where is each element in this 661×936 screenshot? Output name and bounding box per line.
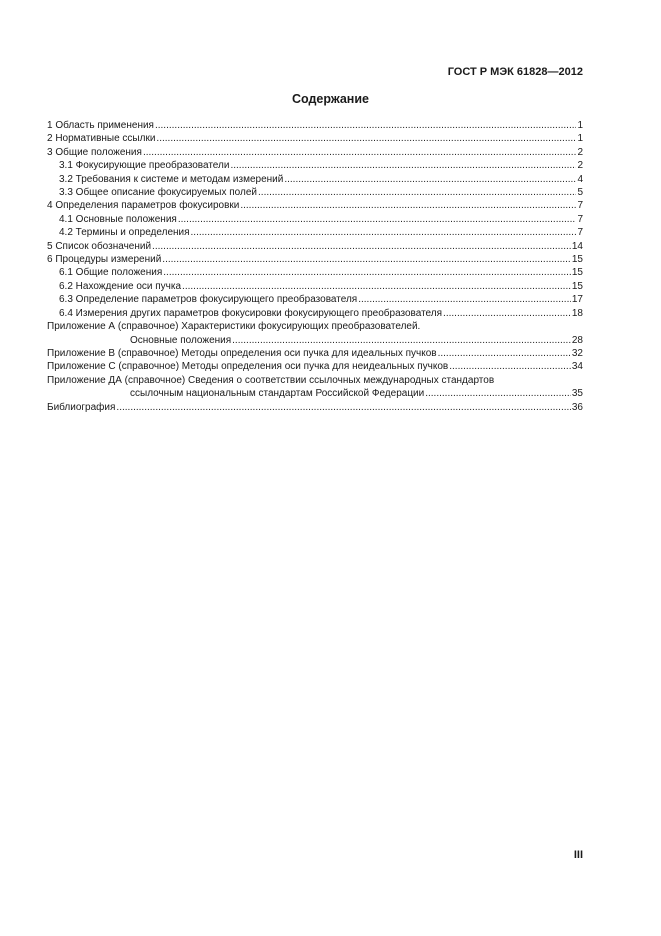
toc-entry-label: Библиография <box>47 401 116 413</box>
document-code: ГОСТ Р МЭК 61828—2012 <box>447 66 583 78</box>
toc-entry[interactable] <box>47 347 583 360</box>
toc-entry-page: 7 <box>577 227 583 239</box>
dot-leader <box>163 266 571 279</box>
dot-leader <box>156 132 576 145</box>
toc-entry[interactable] <box>47 159 583 172</box>
toc-entry-page: 14 <box>571 240 583 252</box>
dot-leader <box>358 293 571 306</box>
toc-entry-label: ссылочным национальным стандартам Российской Федерации <box>130 388 425 400</box>
toc-entry[interactable] <box>47 186 583 199</box>
toc-entry[interactable] <box>47 240 583 253</box>
toc-entry[interactable] <box>47 173 583 186</box>
dot-leader <box>191 226 577 239</box>
toc-entry-annex-da[interactable] <box>47 374 583 401</box>
toc-entry-page: 1 <box>577 133 583 145</box>
toc-entry[interactable] <box>47 360 583 373</box>
page-number: III <box>573 849 583 861</box>
toc-entry-page: 15 <box>571 280 583 292</box>
toc-entry-label: Приложение ДА (справочное) Сведения о соответствии ссылочных международных стандартов <box>47 374 495 386</box>
toc-entry-label: 3 Общие положения <box>47 146 142 158</box>
toc-entry[interactable] <box>47 307 583 320</box>
toc-title: Содержание <box>291 92 369 106</box>
toc-entry-label: 3.2 Требования к системе и методам измерений <box>59 173 284 185</box>
dot-leader <box>155 119 576 132</box>
toc-entry-label: Приложение В (справочное) Методы определения оси пучка для идеальных пучков <box>47 347 437 359</box>
toc-entry-label: 6.3 Определение параметров фокусирующего преобразователя <box>59 294 358 306</box>
toc-entry-label: Основные положения <box>130 334 232 346</box>
toc-entry-page: 2 <box>577 146 583 158</box>
toc-entry-label: 6.2 Нахождение оси пучка <box>59 280 182 292</box>
toc-entry[interactable] <box>47 119 583 132</box>
toc-entry-page: 18 <box>571 307 583 319</box>
toc-entry-label: 1 Область применения <box>47 120 154 131</box>
dot-leader <box>152 240 571 253</box>
toc-entry-page: 15 <box>571 254 583 266</box>
toc-entry-label: 6 Процедуры измерений <box>47 254 162 266</box>
toc-entry-label: 6.1 Общие положения <box>59 267 163 279</box>
toc-entry-page: 15 <box>571 267 583 279</box>
toc-entry-page: 7 <box>577 200 583 212</box>
dot-leader <box>438 347 571 360</box>
dot-leader <box>443 307 571 320</box>
toc-entry-page: 28 <box>571 334 583 346</box>
toc-entry[interactable] <box>47 293 583 306</box>
dot-leader <box>143 146 577 159</box>
toc-entry[interactable] <box>47 146 583 159</box>
toc-entry-label: 4.2 Термины и определения <box>59 227 190 239</box>
dot-leader <box>178 213 577 226</box>
dot-leader <box>230 159 576 172</box>
dot-leader <box>182 280 571 293</box>
toc-entry[interactable] <box>47 266 583 279</box>
toc-entry-label: 5 Список обозначений <box>47 240 152 252</box>
toc-entry-label: 6.4 Измерения других параметров фокусировки фокусирующего преобразователя <box>59 307 443 319</box>
toc-entry[interactable] <box>47 253 583 266</box>
toc-entry-page: 17 <box>571 294 583 306</box>
toc-entry-label: 3.1 Фокусирующие преобразователи <box>59 160 230 172</box>
toc-entry-page: 5 <box>577 187 583 199</box>
dot-leader <box>232 334 571 347</box>
dot-leader <box>449 360 571 373</box>
dot-leader <box>162 253 571 266</box>
dot-leader <box>240 199 576 212</box>
toc-entry-page: 34 <box>571 361 583 373</box>
toc-entry-label: 3.3 Общее описание фокусируемых полей <box>59 187 258 199</box>
toc-entry-label: 4.1 Основные положения <box>59 213 177 225</box>
toc-entry-page: 2 <box>577 160 583 172</box>
toc-entry-page: 7 <box>577 213 583 225</box>
dot-leader <box>284 173 576 186</box>
toc-entry[interactable] <box>47 280 583 293</box>
toc-entry-page: 4 <box>577 173 583 185</box>
toc-entry-label: Приложение А (справочное) Характеристики фокусирующих преобразователей. <box>47 321 421 333</box>
table-of-contents <box>47 119 583 414</box>
toc-entry-label: Приложение С (справочное) Методы определения оси пучка для неидеальных пучков <box>47 361 449 373</box>
toc-entry-label: 2 Нормативные ссылки <box>47 133 156 145</box>
toc-entry-page: 1 <box>577 120 583 131</box>
dot-leader <box>116 401 570 414</box>
toc-entry-page: 36 <box>571 401 583 413</box>
toc-entry-page: 32 <box>571 347 583 359</box>
toc-entry-annex-a[interactable] <box>47 320 583 347</box>
toc-entry-label: 4 Определения параметров фокусировки <box>47 200 240 212</box>
toc-entry-page: 35 <box>571 388 583 400</box>
toc-entry[interactable] <box>47 132 583 145</box>
dot-leader <box>258 186 576 199</box>
toc-entry[interactable] <box>47 199 583 212</box>
toc-entry[interactable] <box>47 401 583 414</box>
toc-entry[interactable] <box>47 213 583 226</box>
dot-leader <box>425 387 571 400</box>
toc-entry[interactable] <box>47 226 583 239</box>
